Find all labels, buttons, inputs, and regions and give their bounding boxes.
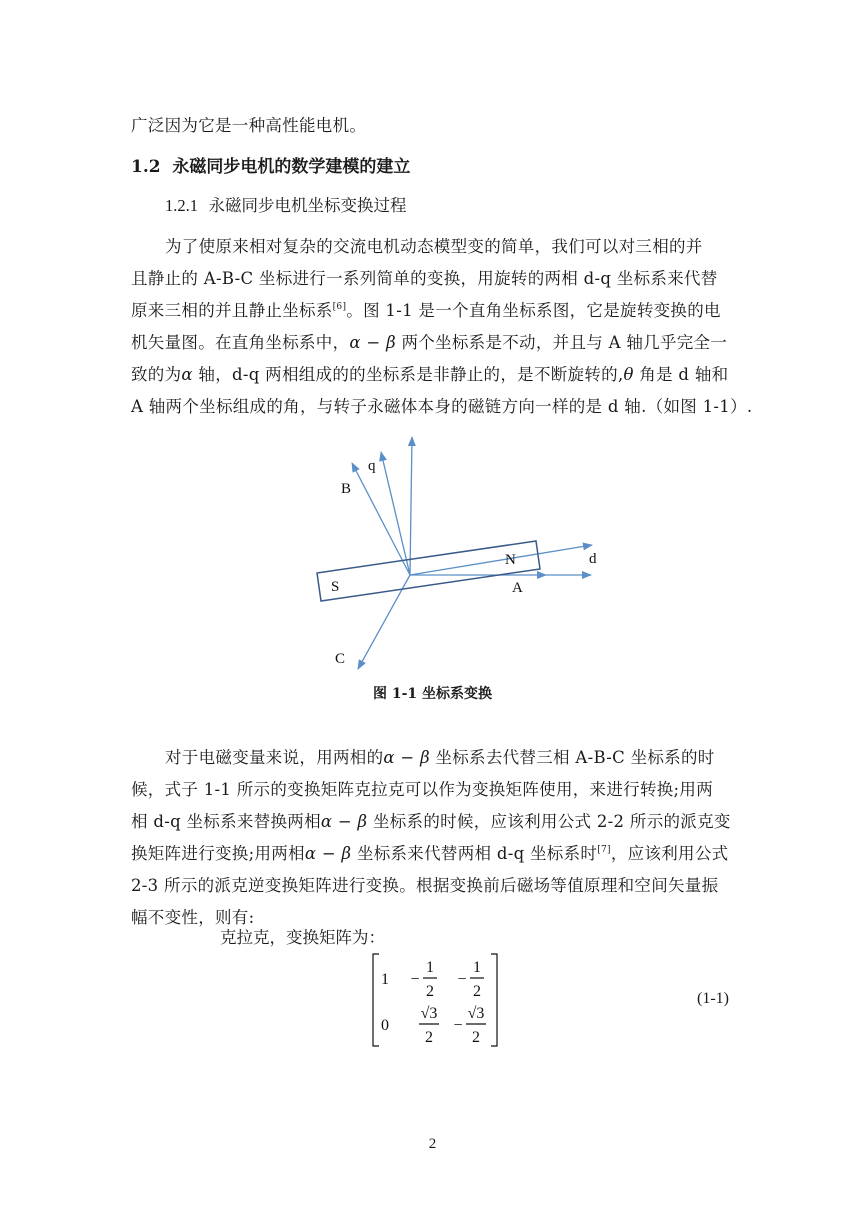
theta-symbol: θ [623, 365, 634, 384]
para1-line4-a: 机矢量图。在直角坐标系中， [131, 333, 350, 352]
para1-line2: 且静止的 A-B-C 坐标进行一系列简单的变换，用旋转的两相 d-q 坐标系来代替 [131, 269, 718, 288]
m-r2c2-num: √3 [420, 1005, 438, 1022]
citation-6: [6] [332, 302, 347, 312]
para2-line4-a: 换矩阵进行变换;用两相 [131, 844, 305, 863]
subsection-title: 永磁同步电机坐标变换过程 [208, 196, 407, 215]
m-r1c2-num: 1 [426, 959, 434, 976]
m-r2c3-den: 2 [472, 1029, 480, 1046]
intro-line: 广泛因为它是一种高性能电机。 [131, 116, 367, 135]
para1-line4 [131, 329, 727, 353]
para1-line5-b: 轴，d-q 两相组成的的坐标系是非静止的，是不断旋转的, [192, 365, 624, 384]
clarke-matrix-label: 克拉克，变换矩阵为： [220, 928, 385, 947]
label-d: d [589, 551, 597, 567]
para2-line4 [131, 840, 728, 864]
para1-line6: A 轴两个坐标组成的角，与转子永磁体本身的磁链方向一样的是 d 轴.（如图 1-1）. [131, 397, 753, 416]
para1-line3 [131, 297, 721, 321]
para2-line1-b: 坐标系去代替三相 A-B-C 坐标系的时 [429, 748, 715, 767]
m-r1c1: 1 [381, 971, 389, 988]
para2-line4-b: 坐标系来代替两相 d-q 坐标系时 [351, 844, 598, 863]
equation-number: (1-1) [697, 990, 729, 1007]
d-axis-arrow [410, 545, 592, 575]
subsection-heading [165, 192, 407, 216]
para2-line5: 2-3 所示的派克逆变换矩阵进行变换。根据变换前后磁场等值原理和空间矢量振 [131, 876, 719, 895]
m-r1c2-den: 2 [426, 983, 434, 1000]
matrix-right-bracket [491, 954, 497, 1046]
para2-line4-c: ，应该利用公式 [610, 844, 729, 863]
alpha-beta-symbol-3: α − β [320, 812, 368, 831]
alpha-beta-symbol-4: α − β [304, 844, 352, 863]
label-C: C [335, 651, 346, 667]
label-S: S [331, 579, 340, 595]
vertical-axis-arrow [410, 437, 412, 575]
alpha-beta-symbol: α − β [349, 333, 396, 352]
label-q: q [368, 458, 376, 474]
para1-line3-b: 。图 1-1 是一个直角坐标系图，它是旋转变换的电 [346, 301, 721, 320]
para2-line3-a: 相 d-q 坐标系来替换两相 [131, 812, 321, 831]
coordinate-transform-diagram [300, 425, 630, 680]
para2-line3 [131, 808, 731, 832]
alpha-symbol: α [181, 365, 193, 384]
para1-line5-c: 角是 d 轴和 [633, 365, 729, 384]
section-heading [131, 152, 410, 177]
b-axis-arrow [352, 463, 410, 575]
permanent-magnet-bar [317, 541, 540, 601]
label-B: B [341, 481, 352, 497]
para1-line5 [131, 361, 728, 385]
m-r1c2-sign: − [410, 971, 420, 988]
q-axis-arrow [381, 452, 410, 575]
para1-line4-b: 两个坐标系是不动，并且与 A 轴几乎完全一 [395, 333, 728, 352]
para1-line1: 为了使原来相对复杂的交流电机动态模型变的简单，我们可以对三相的并 [165, 237, 703, 256]
subsection-number: 1.2.1 [165, 196, 198, 215]
m-r2c3-num: √3 [467, 1005, 485, 1022]
alpha-beta-symbol-2: α − β [383, 748, 430, 767]
m-r2c2-den: 2 [425, 1029, 433, 1046]
para2-line3-b: 坐标系的时候，应该利用公式 2-2 所示的派克变 [367, 812, 731, 831]
para2-line1 [165, 744, 715, 768]
para2-line2: 候，式子 1-1 所示的变换矩阵克拉克可以作为变换矩阵使用，来进行转换;用两 [131, 780, 714, 799]
para2-line1-a: 对于电磁变量来说，用两相的 [165, 748, 384, 767]
section-title: 永磁同步电机的数学建模的建立 [172, 157, 411, 177]
m-r2c3-sign: − [453, 1017, 463, 1034]
m-r1c3-den: 2 [473, 983, 481, 1000]
matrix-left-bracket [373, 954, 379, 1046]
page-number: 2 [428, 1136, 437, 1152]
m-r2c1: 0 [381, 1017, 389, 1034]
para1-line3-a: 原来三相的并且静止坐标系 [131, 301, 333, 320]
m-r1c3-sign: − [457, 971, 467, 988]
label-N: N [505, 552, 516, 568]
m-r1c3-num: 1 [473, 959, 481, 976]
para2-line6: 幅不变性，则有: [131, 908, 255, 927]
section-number: 1.2 [131, 157, 161, 177]
para1-line5-a: 致的为 [131, 365, 182, 384]
figure-caption: 图 1-1 坐标系变换 [372, 686, 493, 702]
citation-7: [7] [597, 845, 611, 855]
label-A: A [512, 580, 523, 596]
clarke-transform-matrix [365, 950, 505, 1050]
